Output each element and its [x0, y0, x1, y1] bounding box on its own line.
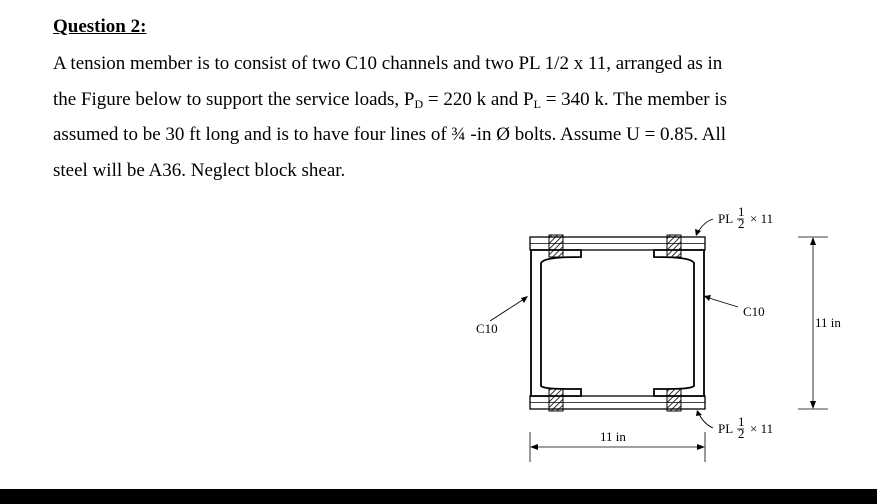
dead-load-subscript: D [414, 97, 424, 111]
bolt-bottom-right [667, 389, 681, 411]
top-plate-frac-num: 1 [738, 204, 745, 219]
question-line-1: A tension member is to consist of two C10 channels and two PL 1/2 x 11, arranged as in [53, 53, 723, 74]
right-channel [654, 250, 704, 396]
line2-part-b: = 220 k and P [423, 89, 534, 110]
bottom-bar [0, 489, 877, 504]
left-channel-label: C10 [476, 321, 498, 336]
right-channel-label: C10 [743, 304, 765, 319]
cross-section-figure [460, 200, 860, 480]
live-load-subscript: L [533, 97, 541, 111]
line2-part-a: the Figure below to support the service loads, P [53, 89, 415, 110]
bolt-top-left [549, 235, 563, 257]
bottom-plate-leader [699, 414, 713, 428]
top-plate-leader [698, 219, 713, 232]
bottom-plate-label-size: × 11 [750, 421, 774, 436]
question-line-4: steel will be A36. Neglect block shear. [53, 160, 346, 181]
top-plate-frac-den: 2 [738, 216, 745, 231]
question-heading: Question 2: [53, 16, 147, 37]
bottom-plate-label-pl: PL [718, 421, 734, 436]
bolt-bottom-left [549, 389, 563, 411]
left-channel [531, 250, 581, 396]
dim-height-label: 11 in [815, 315, 841, 330]
question-line-3: assumed to be 30 ft long and is to have four lines of ¾ -in Ø bolts. Assume U = 0.85. All [53, 124, 727, 145]
top-plate-label-pl: PL [718, 211, 734, 226]
dim-width-label: 11 in [600, 429, 626, 444]
question-line-2 [53, 89, 727, 112]
line2-part-c: = 340 k. The member is [540, 89, 728, 110]
bottom-plate-frac-num: 1 [738, 414, 745, 429]
top-plate-label-size: × 11 [750, 211, 774, 226]
bolt-top-right [667, 235, 681, 257]
bottom-plate-frac-den: 2 [738, 426, 745, 441]
